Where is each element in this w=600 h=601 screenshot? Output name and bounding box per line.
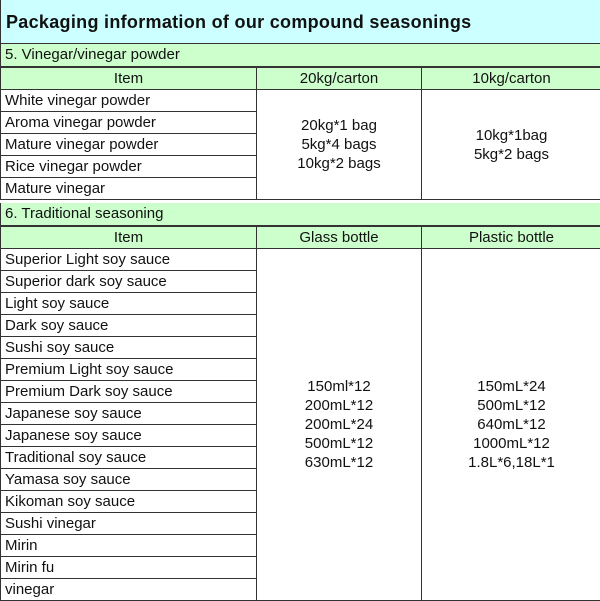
item-cell: Premium Light soy sauce <box>1 359 257 381</box>
packaging-option: 630mL*12 <box>257 453 421 472</box>
page-title: Packaging information of our compound seasonings <box>0 0 600 44</box>
packaging-option: 20kg*1 bag <box>257 116 421 135</box>
packaging-cell <box>257 90 422 200</box>
section-heading-traditional: 6. Traditional seasoning <box>0 203 600 226</box>
packaging-option: 1.8L*6,18L*1 <box>422 453 600 472</box>
packaging-cell <box>422 90 600 200</box>
item-cell: Superior dark soy sauce <box>1 271 257 293</box>
item-cell: Sushi soy sauce <box>1 337 257 359</box>
item-cell: Light soy sauce <box>1 293 257 315</box>
column-header: 10kg/carton <box>422 68 600 90</box>
item-cell: Traditional soy sauce <box>1 447 257 469</box>
item-cell: Mirin <box>1 535 257 557</box>
packaging-option: 1000mL*12 <box>422 434 600 453</box>
item-cell: Kikoman soy sauce <box>1 491 257 513</box>
item-cell: Mirin fu <box>1 557 257 579</box>
section-heading-vinegar: 5. Vinegar/vinegar powder <box>0 44 600 67</box>
packaging-cell <box>257 249 422 601</box>
packaging-option: 640mL*12 <box>422 415 600 434</box>
vinegar-table <box>0 67 600 200</box>
column-header: 20kg/carton <box>257 68 422 90</box>
item-cell: White vinegar powder <box>1 90 257 112</box>
item-cell: Aroma vinegar powder <box>1 112 257 134</box>
item-cell: Mature vinegar <box>1 178 257 200</box>
item-cell: Japanese soy sauce <box>1 403 257 425</box>
table-row <box>1 249 600 271</box>
packaging-option: 150mL*24 <box>422 377 600 396</box>
item-cell: Superior Light soy sauce <box>1 249 257 271</box>
item-cell: Yamasa soy sauce <box>1 469 257 491</box>
packaging-option: 10kg*1bag <box>422 126 600 145</box>
packaging-option: 200mL*12 <box>257 396 421 415</box>
table-row <box>1 90 600 112</box>
packaging-option: 200mL*24 <box>257 415 421 434</box>
packaging-option: 5kg*4 bags <box>257 135 421 154</box>
item-cell: vinegar <box>1 579 257 601</box>
item-cell: Premium Dark soy sauce <box>1 381 257 403</box>
packaging-option: 500mL*12 <box>422 396 600 415</box>
item-cell: Sushi vinegar <box>1 513 257 535</box>
column-header: Plastic bottle <box>422 227 600 249</box>
packaging-option: 150ml*12 <box>257 377 421 396</box>
column-header: Glass bottle <box>257 227 422 249</box>
item-cell: Japanese soy sauce <box>1 425 257 447</box>
column-header: Item <box>1 68 257 90</box>
packaging-option: 10kg*2 bags <box>257 154 421 173</box>
header-row <box>1 227 600 249</box>
packaging-cell <box>422 249 600 601</box>
item-cell: Dark soy sauce <box>1 315 257 337</box>
header-row <box>1 68 600 90</box>
item-cell: Rice vinegar powder <box>1 156 257 178</box>
column-header: Item <box>1 227 257 249</box>
packaging-option: 5kg*2 bags <box>422 145 600 164</box>
packaging-option: 500mL*12 <box>257 434 421 453</box>
item-cell: Mature vinegar powder <box>1 134 257 156</box>
traditional-seasoning-table <box>0 226 600 601</box>
